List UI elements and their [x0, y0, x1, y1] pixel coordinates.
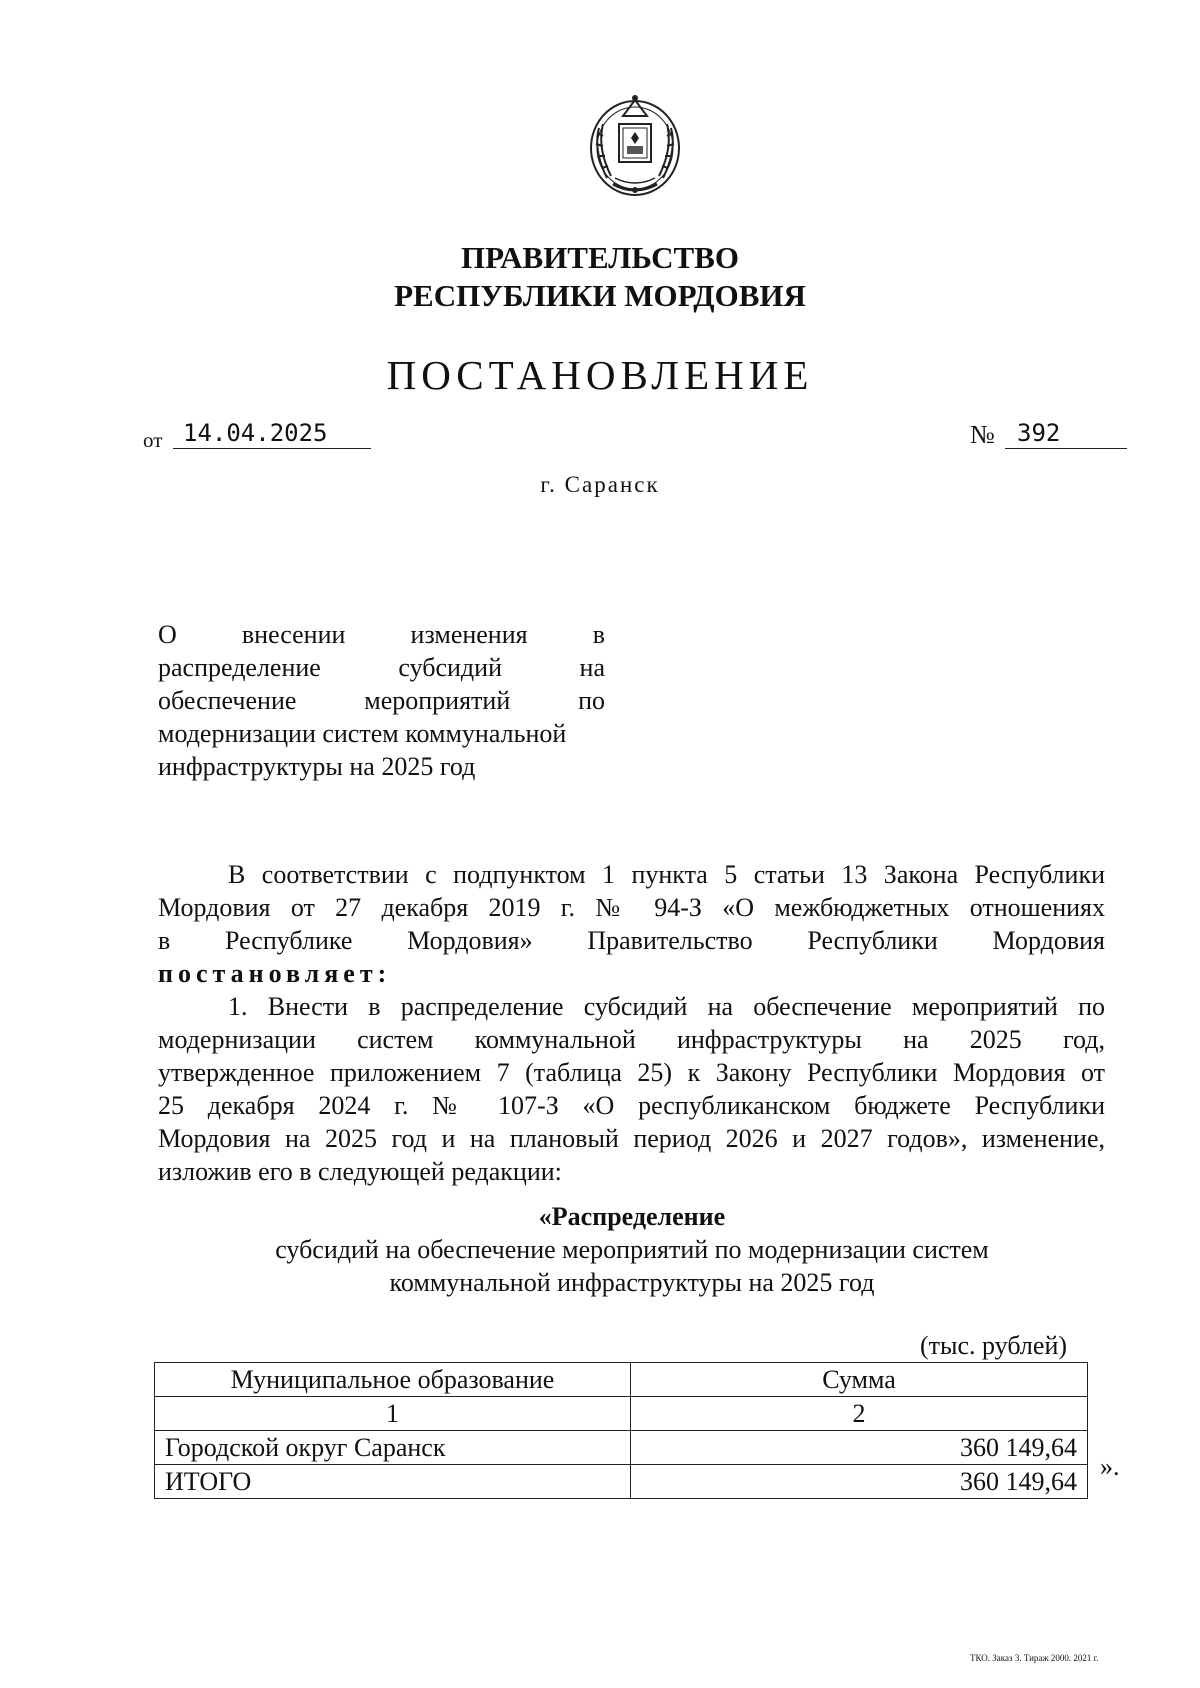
date-label: от [143, 428, 163, 452]
document-subject [158, 618, 605, 783]
subject-line: распределение субсидий на [158, 653, 605, 682]
subsidy-table [154, 1362, 1088, 1499]
closing-quote: ». [1100, 1452, 1120, 1481]
table-subtitle: субсидий на обеспечение мероприятий по модернизации систем [275, 1235, 989, 1264]
item-line: Мордовия на 2025 год и на плановый период 2026 и 2027 годов», изменение, [158, 1124, 1105, 1153]
table-header-cell: Муниципальное образование [155, 1363, 631, 1397]
print-note: ТКО. Заказ 3. Тираж 2000. 2021 г. [970, 1653, 1099, 1663]
table-row [155, 1431, 1088, 1465]
preamble [158, 858, 1105, 990]
table-row [155, 1465, 1088, 1499]
table-header-row [155, 1363, 1088, 1397]
subject-line: обеспечение мероприятий по [158, 686, 605, 715]
item-line: 25 декабря 2024 г. № 107-З «О республиканском бюджете Республики [158, 1091, 1105, 1120]
table-units: (тыс. рублей) [920, 1331, 1068, 1360]
preamble-line: Мордовия от 27 декабря 2019 г. № 94-З «О межбюджетных отношениях [158, 893, 1105, 922]
table-cell: ИТОГО [155, 1465, 631, 1499]
table-cell: 360 149,64 [631, 1465, 1088, 1499]
item-1 [158, 990, 1105, 1188]
org-name-line2: РЕСПУБЛИКИ МОРДОВИЯ [394, 278, 806, 313]
table-cell: Городской округ Саранск [155, 1431, 631, 1465]
subject-line: О внесении изменения в [158, 620, 605, 649]
city: г. Саранск [540, 472, 660, 497]
table-cell: 2 [631, 1397, 1088, 1431]
table-subtitle: коммунальной инфраструктуры на 2025 год [389, 1268, 875, 1297]
item-line: изложив его в следующей редакции: [158, 1157, 562, 1186]
document-date: 14.04.2025 [173, 418, 371, 449]
document-type: ПОСТАНОВЛЕНИЕ [386, 352, 814, 398]
table-cell: 360 149,64 [631, 1431, 1088, 1465]
number-label: № [970, 420, 995, 449]
subject-line: инфраструктуры на 2025 год [158, 752, 476, 781]
decree-word: постановляет: [158, 959, 392, 988]
preamble-line: в Республике Мордовия» Правительство Республики Мордовия [158, 926, 1105, 955]
table-header-cell: Сумма [631, 1363, 1088, 1397]
preamble-line: В соответствии с подпунктом 1 пункта 5 статьи 13 Закона Республики [228, 860, 1105, 889]
document-number: 392 [1005, 418, 1127, 449]
item-line: утвержденное приложением 7 (таблица 25) к Закону Республики Мордовия от [158, 1058, 1105, 1087]
table-title: «Распределение [538, 1202, 726, 1231]
item-line: 1. Внести в распределение субсидий на обеспечение мероприятий по [228, 992, 1105, 1021]
table-cell: 1 [155, 1397, 631, 1431]
coat-of-arms-icon [583, 88, 687, 202]
org-name-line1: ПРАВИТЕЛЬСТВО [461, 240, 739, 275]
item-line: модернизации систем коммунальной инфраструктуры на 2025 год, [158, 1025, 1105, 1054]
table-row [155, 1397, 1088, 1431]
subject-line: модернизации систем коммунальной [158, 719, 567, 748]
